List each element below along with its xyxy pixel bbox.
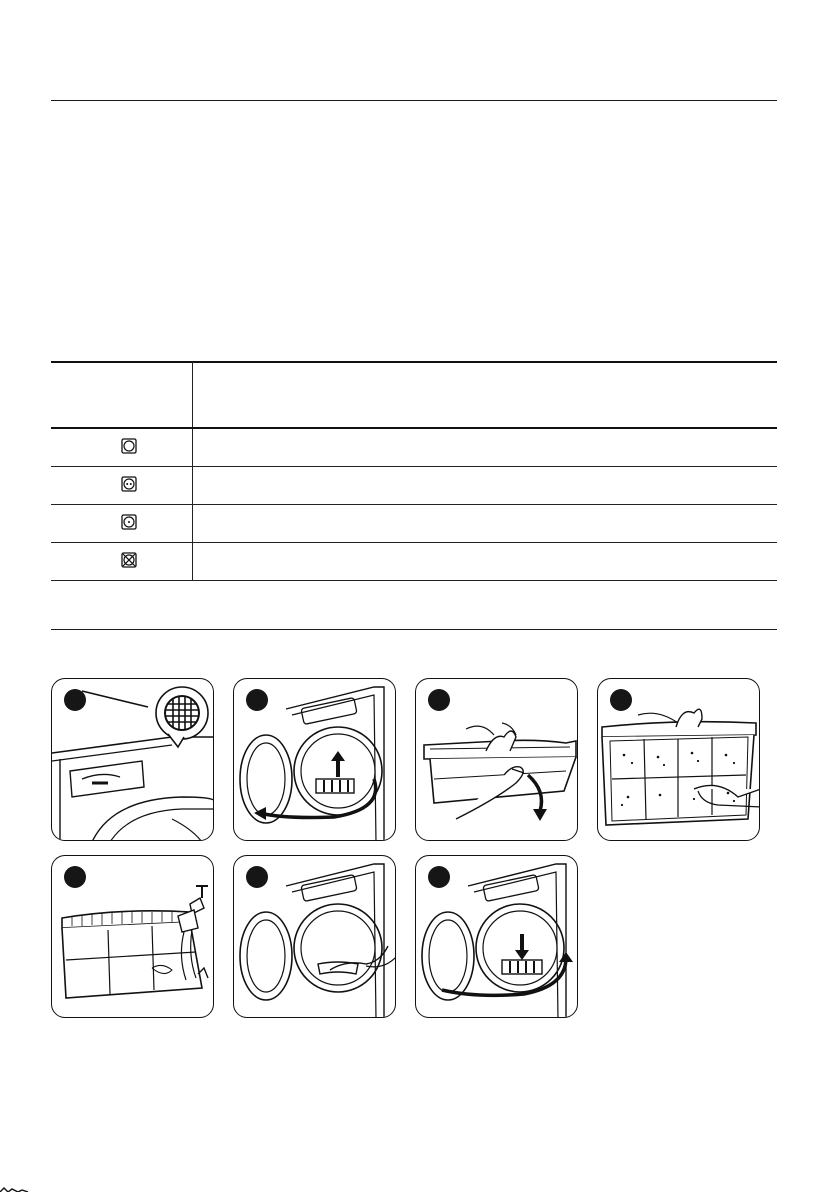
table-row-divider [51,504,777,505]
step-number-badge [428,689,450,711]
step-number-badge [64,866,86,888]
step-2-panel [233,678,396,841]
tumble-dry-normal-icon [121,438,137,454]
step-number-badge [246,689,268,711]
table-top-border [51,361,777,363]
tumble-dry-low-heat-icon [121,514,137,530]
page-footer-mark [0,1184,60,1192]
step-number-badge [610,689,632,711]
step-number-badge [246,866,268,888]
table-header-border [51,427,777,429]
table-column-divider [192,361,193,581]
step-4-panel [597,678,760,841]
do-not-tumble-dry-icon [121,552,137,568]
step-5-panel [51,855,214,1018]
top-rule [51,100,777,101]
step-number-badge [428,866,450,888]
step-3-panel [415,678,578,841]
tumble-dry-high-heat-icon [121,476,137,492]
step-7-panel [415,855,578,1018]
middle-rule [51,629,777,630]
step-6-panel [233,855,396,1018]
step-number-badge [64,689,86,711]
table-row-divider [51,542,777,543]
step-1-panel [51,678,214,841]
table-row-divider [51,466,777,467]
table-bottom-border [51,580,777,581]
